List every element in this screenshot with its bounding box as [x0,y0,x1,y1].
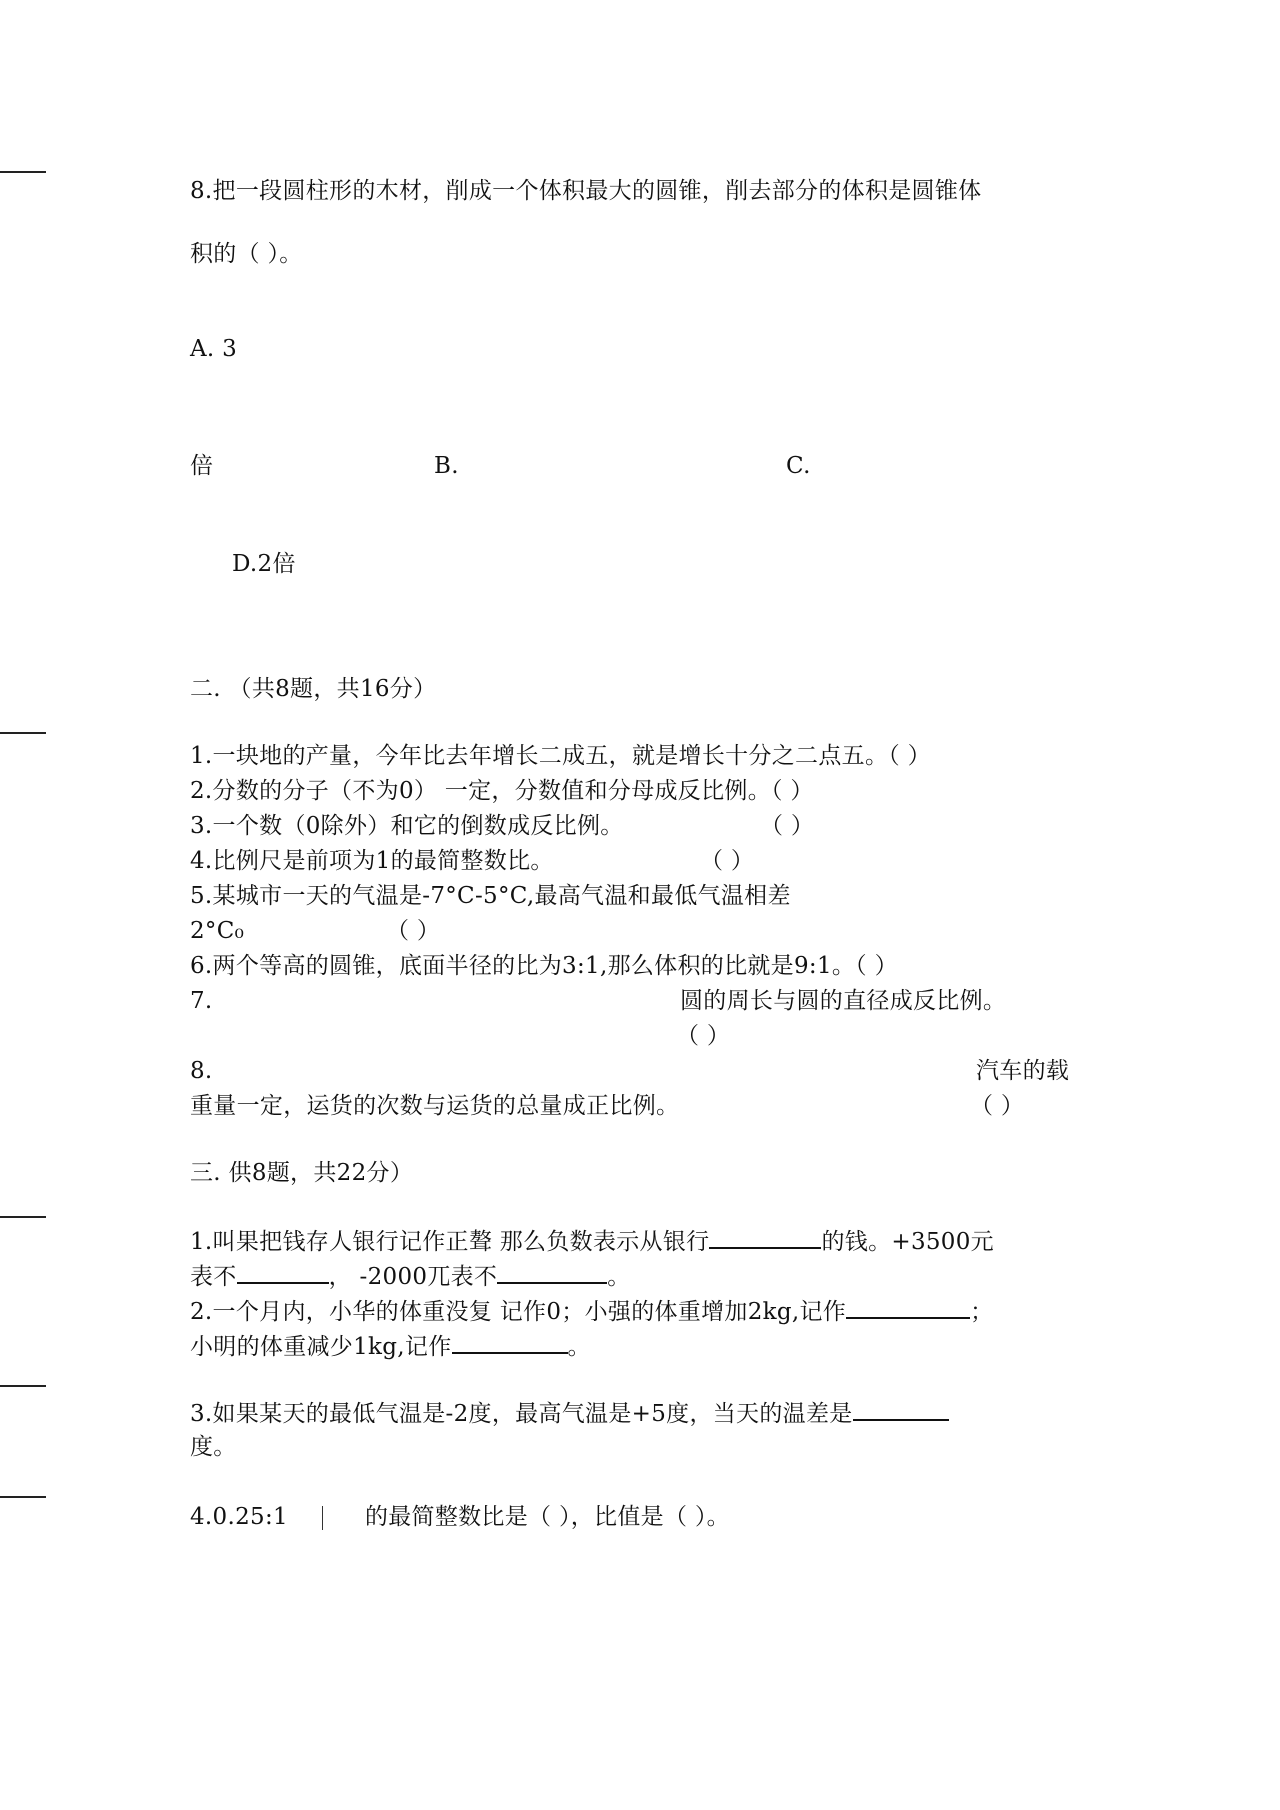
s2-item-1: 1.一块地的产量，今年比去年增长二成五，就是增长十分之二点五。（ ） [190,743,931,769]
s2-item-8-line2: 重量一定，运货的次数与运货的总量成正比例。 [190,1093,680,1119]
s2-item-3-paren: （ ） [760,813,815,839]
s3-q2-text-d: 。 [567,1334,591,1360]
option-a-unit: 倍 [190,453,214,479]
s2-item-4: 4.比例尺是前项为1的最简整数比。 [190,848,554,874]
s3-q1-text-f: 。 [607,1264,631,1290]
s2-item-4-paren: （ ） [700,848,755,874]
s2-item-8-tail: 汽车的载 [976,1058,1070,1084]
option-c: C. [786,453,811,479]
s2-item-7-paren: （ ） [676,1023,731,1049]
q8-stem-line2: 积的（ ）。 [190,241,303,267]
margin-rule [0,171,46,173]
s3-q3-text-a: 3.如果某天的最低气温是-2度，最高气温是+5度，当天的温差是 [190,1401,853,1427]
s3-q3-line1 [190,1397,949,1429]
s2-item-7-text: 圆的周长与圆的直径成反比例。 [680,988,1007,1014]
s3-q2-line1 [190,1295,993,1327]
answer-blank[interactable] [497,1260,607,1284]
s3-q1-line1 [190,1225,994,1257]
s3-q1-text-e: -2000兀表不 [359,1264,498,1290]
answer-blank[interactable] [237,1260,329,1284]
s3-q4-text-a: 4.0.25:1 [190,1504,288,1530]
s3-q1-text-b: 的钱。+3500元 [821,1229,994,1255]
s2-item-5-paren: （ ） [386,918,441,944]
section2-heading: 二. （共8题，共16分） [190,676,437,702]
s2-item-2: 2.分数的分子（不为0） 一定，分数值和分母成反比例。（ ） [190,778,814,804]
s3-q4 [190,1502,730,1532]
s3-q3-line2: 度。 [190,1434,237,1460]
margin-rule [0,1496,46,1498]
answer-blank[interactable] [709,1225,821,1249]
s3-q1-text-a: 1.叫果把钱存人银行记作正聱 那么负数表示从银行 [190,1229,710,1255]
s2-item-8-paren: （ ） [970,1093,1025,1119]
option-d: D.2倍 [232,551,296,577]
s3-q1-text-d: ， [328,1264,360,1290]
section3-heading: 三. 供8题，共22分） [190,1160,414,1186]
margin-rule [0,1385,46,1387]
s3-q1-text-c: 表不 [190,1264,237,1290]
s2-item-8-number: 8. [190,1058,213,1084]
s3-q2-text-b: ； [970,1299,994,1325]
answer-blank[interactable] [452,1330,568,1354]
s3-q4-text-b: 的最简整数比是（ ），比值是（ ）。 [364,1504,730,1530]
q8-stem-line1: 8.把一段圆柱形的木材，削成一个体积最大的圆锥，削去部分的体积是圆锥体 [190,178,982,204]
s2-item-7-number: 7. [190,988,213,1014]
s3-q2-line2 [190,1330,591,1362]
s3-q2-text-c: 小明的体重减少1kg,记作 [190,1334,452,1360]
margin-rule [0,1216,46,1218]
option-b: B. [434,453,459,479]
s2-item-5-line1: 5.某城市一天的气温是-7°C-5°C,最高气温和最低气温相差 [190,883,791,909]
s3-q2-text-a: 2.一个月内，小华的体重没复 记作0；小强的体重增加2kg,记作 [190,1299,847,1325]
vertical-bar [322,1506,323,1530]
answer-blank[interactable] [846,1295,970,1319]
s2-item-5-line2: 2°C₀ [190,918,245,944]
option-a: A. 3 [190,336,238,362]
answer-blank[interactable] [853,1397,949,1421]
s2-item-3: 3.一个数（0除外）和它的倒数成反比例。 [190,813,624,839]
margin-rule [0,732,46,734]
s2-item-6: 6.两个等高的圆锥，底面半径的比为3:1,那么体积的比就是9:1。（ ） [190,953,898,979]
s3-q1-line2 [190,1260,631,1292]
